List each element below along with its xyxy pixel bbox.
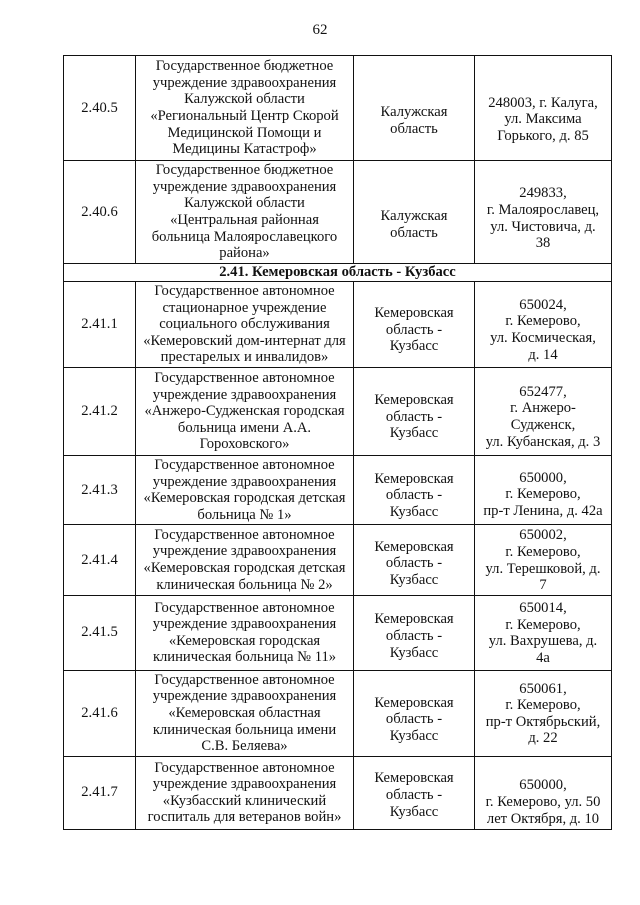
institution-name	[136, 161, 354, 264]
region	[354, 56, 475, 161]
region	[354, 282, 475, 368]
institution-name-line: Государственное автономное	[154, 370, 335, 387]
table-row	[64, 456, 612, 525]
row-number: 2.41.2	[64, 368, 136, 456]
institution-name	[136, 368, 354, 456]
institution-name	[136, 56, 354, 161]
institution-name-line: стационарное учреждение	[162, 299, 327, 316]
region	[354, 368, 475, 456]
institution-name-line: учреждение здравоохранения	[152, 74, 337, 91]
region-line: Кемеровская	[374, 305, 454, 322]
address	[475, 368, 612, 456]
region-line: Калужская	[380, 103, 448, 120]
institution-name-line: Государственное бюджетное	[155, 58, 334, 75]
address-line: ул. Максима	[504, 111, 582, 128]
table-row	[64, 525, 612, 595]
address-line: 248003, г. Калуга,	[488, 94, 598, 111]
address-line: пр-т Ленина, д. 42а	[483, 502, 603, 519]
address-line: ул. Космическая,	[490, 330, 596, 346]
address-line: 650000,	[519, 777, 567, 794]
institution-name-line: больница № 1»	[197, 506, 292, 523]
region-line: область -	[385, 627, 443, 644]
institution-name-line: Калужской области	[184, 91, 305, 108]
row-number: 2.41.5	[64, 595, 136, 670]
institution-name-line: Медицинской Помощи и	[167, 124, 322, 141]
institution-name-line: Государственное бюджетное	[155, 162, 334, 179]
row-number: 2.40.6	[64, 161, 136, 264]
row-number: 2.41.1	[64, 282, 136, 368]
institution-name-line: «Кемеровский дом-интернат для	[143, 332, 346, 349]
address-line: 650002,	[519, 527, 567, 544]
institution-name-line: Государственное автономное	[154, 283, 335, 300]
institution-name	[136, 756, 354, 829]
institution-name-line: социального обслуживания	[159, 316, 330, 333]
address-line: г. Кемерово,	[505, 313, 581, 330]
institution-name	[136, 282, 354, 368]
institution-name-line: Калужской области	[184, 195, 305, 212]
institution-name-line: «Кемеровская городская детская	[143, 560, 346, 577]
institution-name	[136, 456, 354, 525]
address-line: 7	[539, 577, 547, 594]
region-line: Кузбасс	[389, 644, 439, 661]
institution-name-line: Государственное автономное	[154, 599, 335, 616]
address-line: 38	[535, 235, 551, 252]
address-line: 249833,	[519, 185, 567, 202]
institution-name-line: С.В. Беляева»	[201, 738, 288, 755]
address-line: пр-т Октябрьский,	[485, 713, 601, 730]
region-line: область -	[385, 711, 443, 728]
address-line: г. Кемерово, ул. 50	[485, 793, 601, 810]
region-line: Кузбасс	[389, 338, 439, 355]
address	[475, 670, 612, 756]
address-line: г. Кемерово,	[505, 543, 581, 560]
region	[354, 456, 475, 525]
region-line: Кемеровская	[374, 611, 454, 628]
region-line: Калужская	[380, 207, 448, 224]
address-line: 4а	[536, 649, 550, 666]
region-line: область -	[385, 408, 443, 425]
region-line: Кемеровская	[374, 392, 454, 409]
address-line: ул. Терешковой, д.	[485, 560, 601, 577]
institution-name-line: клиническая больница № 2»	[156, 576, 333, 593]
row-number: 2.40.5	[64, 56, 136, 161]
institution-name-line: больница имени А.А.	[177, 419, 312, 436]
address	[475, 456, 612, 525]
institution-name-line: Государственное автономное	[154, 671, 335, 688]
address-line: ул. Чистовича, д.	[490, 218, 596, 235]
address-line: 650000,	[519, 469, 567, 486]
institution-name	[136, 525, 354, 595]
institution-name-line: учреждение здравоохранения	[152, 776, 337, 793]
institution-name-line: «Анжеро-Судженская городская	[144, 403, 345, 420]
region-line: область -	[385, 487, 443, 504]
address	[475, 56, 612, 161]
institution-name-line: Государственное автономное	[154, 759, 335, 776]
address-line: 652477,	[519, 383, 567, 400]
region-line: Кузбасс	[389, 425, 439, 442]
region-line: Кемеровская	[374, 770, 454, 787]
address-line: 650061,	[519, 680, 567, 697]
region-line: Кузбасс	[389, 728, 439, 745]
section-title: 2.41. Кемеровская область - Кузбасс	[64, 264, 612, 282]
region-line: область -	[385, 321, 443, 338]
region-line: Кемеровская	[374, 694, 454, 711]
institution-name-line: больница Малоярославецкого	[151, 228, 338, 245]
institution-name-line: госпиталь для ветеранов войн»	[147, 809, 342, 826]
region-line: Кузбасс	[389, 803, 439, 820]
section-row	[64, 264, 612, 282]
region-line: Кузбасс	[389, 571, 439, 588]
region	[354, 756, 475, 829]
address-line: ул. Кубанская, д. 3	[485, 433, 601, 450]
institution-name-line: Государственное автономное	[154, 457, 335, 473]
institution-name-line: престарелых и инвалидов»	[160, 349, 329, 366]
institution-name-line: учреждение здравоохранения	[152, 616, 337, 633]
table-row	[64, 282, 612, 368]
institution-name-line: Гороховского»	[199, 436, 290, 453]
address-line: Горького, д. 85	[497, 127, 589, 144]
institution-name-line: «Кемеровская городская	[168, 632, 321, 649]
institution-name-line: клиническая больница № 11»	[152, 649, 337, 666]
institution-name-line: учреждение здравоохранения	[152, 386, 337, 403]
table-row	[64, 670, 612, 756]
address	[475, 282, 612, 368]
institution-name-line: учреждение здравоохранения	[152, 688, 337, 705]
institution-name-line: района»	[219, 245, 270, 262]
region-line: область -	[385, 786, 443, 803]
institution-name-line: «Кемеровская областная	[168, 704, 321, 721]
institution-name-line: «Центральная районная	[170, 212, 319, 228]
institution-name-line: учреждение здравоохранения	[152, 473, 337, 490]
institution-name	[136, 595, 354, 670]
address-line: г. Кемерово,	[505, 616, 581, 633]
table-row	[64, 595, 612, 670]
institution-name-line: Медицины Катастроф»	[172, 141, 317, 158]
region	[354, 161, 475, 264]
institution-name-line: клиническая больница имени	[152, 721, 337, 738]
region-line: Кемеровская	[374, 470, 454, 487]
address-line: 650024,	[519, 296, 567, 313]
address-line: ул. Вахрушева, д.	[488, 633, 598, 650]
address-line: Судженск,	[510, 417, 576, 433]
table-row	[64, 368, 612, 456]
registry-table	[63, 55, 612, 830]
address-line: лет Октября, д. 10	[486, 810, 600, 827]
institution-name-line: Государственное автономное	[154, 526, 335, 543]
institution-name	[136, 670, 354, 756]
region-line: область	[390, 224, 438, 241]
address-line: д. 14	[528, 346, 558, 363]
address-line: г. Кемерово,	[505, 697, 581, 714]
row-number: 2.41.3	[64, 456, 136, 525]
region	[354, 595, 475, 670]
address-line: 650014,	[519, 600, 567, 617]
table-row	[64, 161, 612, 264]
region	[354, 525, 475, 595]
region-line: Кузбасс	[389, 503, 439, 520]
address	[475, 161, 612, 264]
region-line: область -	[385, 555, 443, 572]
institution-name-line: «Региональный Центр Скорой	[150, 108, 339, 124]
institution-name-line: учреждение здравоохранения	[152, 178, 337, 195]
row-number: 2.41.7	[64, 756, 136, 829]
address-line: г. Кемерово,	[505, 486, 581, 503]
region-line: область	[390, 120, 438, 137]
registry-table-body	[64, 56, 612, 830]
table-row	[64, 756, 612, 829]
institution-name-line: «Кузбасский клинический	[162, 792, 327, 809]
address-line: д. 22	[528, 730, 558, 747]
institution-name-line: «Кемеровская городская детская	[143, 490, 346, 507]
address	[475, 525, 612, 595]
table-row	[64, 56, 612, 161]
address	[475, 756, 612, 829]
address	[475, 595, 612, 670]
region	[354, 670, 475, 756]
address-line: г. Анжеро-	[510, 400, 576, 417]
page-number: 62	[312, 22, 328, 38]
row-number: 2.41.6	[64, 670, 136, 756]
region-line: Кемеровская	[374, 538, 454, 555]
institution-name-line: учреждение здравоохранения	[152, 543, 337, 560]
row-number: 2.41.4	[64, 525, 136, 595]
address-line: г. Малоярославец,	[486, 201, 600, 218]
